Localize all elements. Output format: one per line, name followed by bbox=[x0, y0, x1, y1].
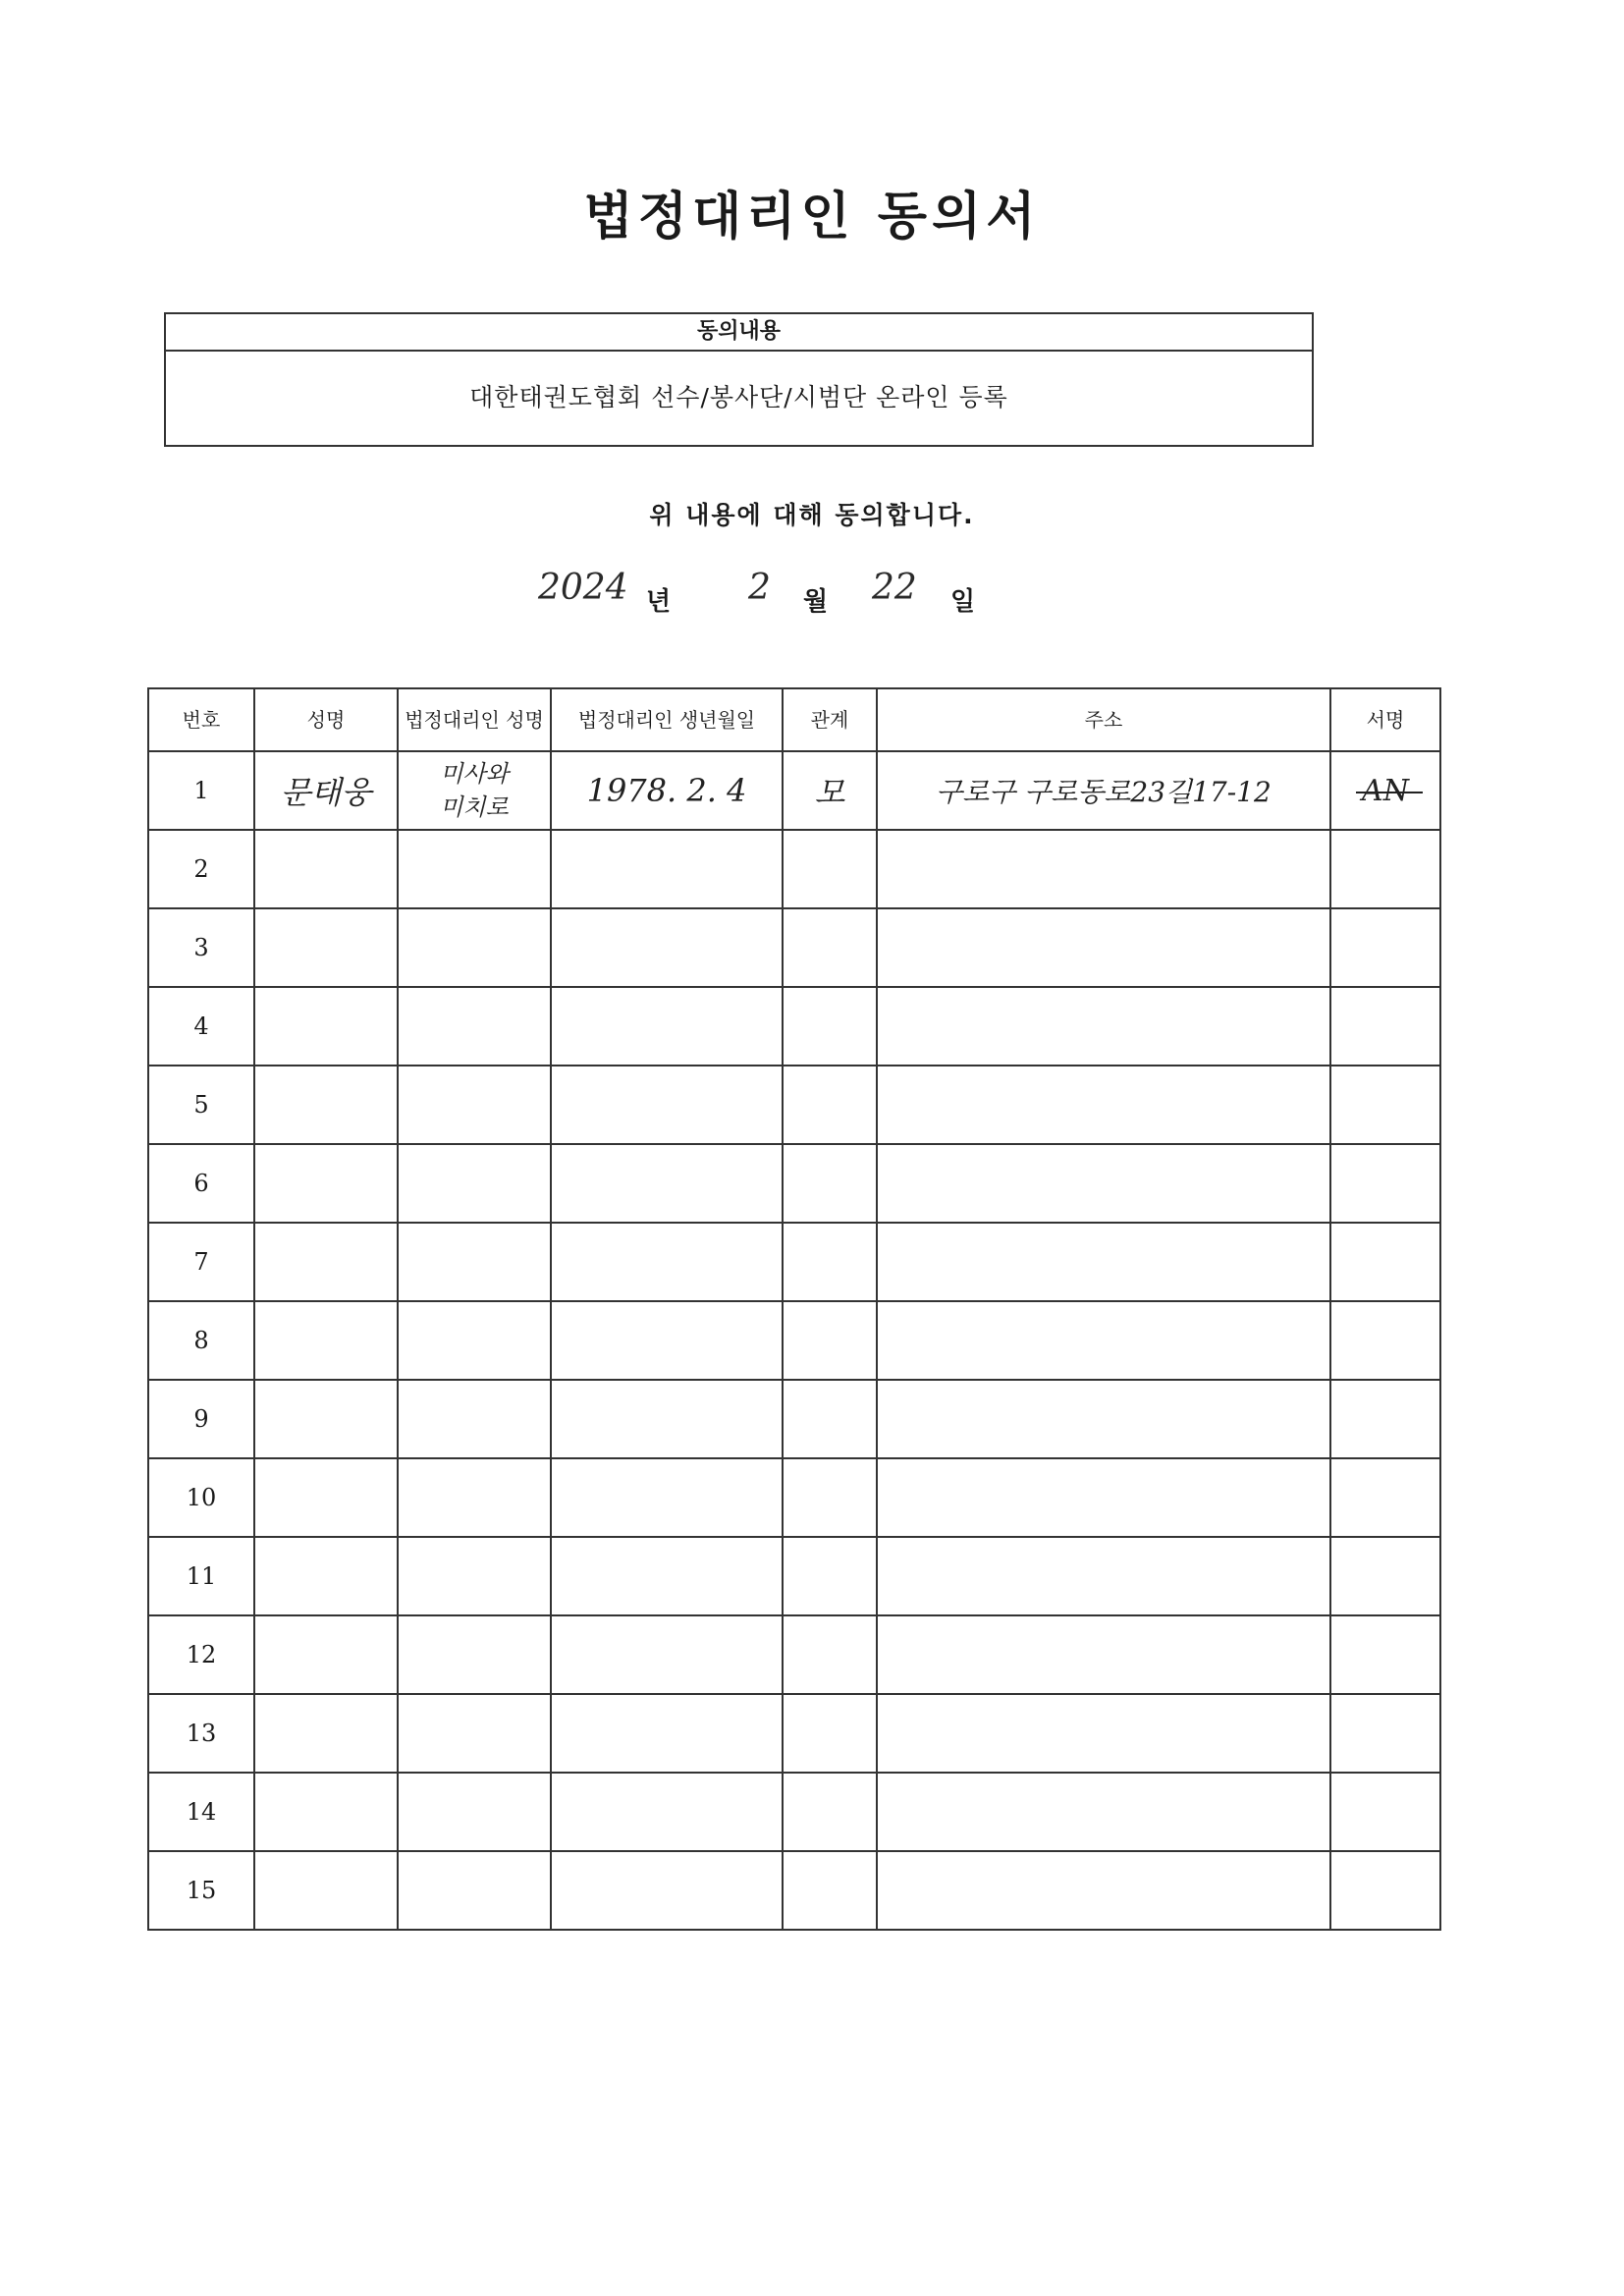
guardian-name-cell bbox=[398, 1694, 551, 1773]
relation-cell bbox=[783, 1694, 877, 1773]
address-cell bbox=[877, 1458, 1330, 1537]
name-cell bbox=[254, 1458, 398, 1537]
signature-cell bbox=[1330, 1694, 1440, 1773]
consent-box bbox=[164, 312, 1314, 447]
signature-cell bbox=[1330, 1380, 1440, 1458]
relation-cell bbox=[783, 1380, 877, 1458]
guardian-birth-cell bbox=[551, 751, 783, 830]
guardian-name-cell bbox=[398, 1773, 551, 1851]
address-cell bbox=[877, 1301, 1330, 1380]
address-cell bbox=[877, 1380, 1330, 1458]
signature-cell bbox=[1330, 1537, 1440, 1615]
row-number: 14 bbox=[148, 1773, 254, 1851]
date-year: 2024 bbox=[538, 568, 628, 608]
signature-cell bbox=[1330, 1773, 1440, 1851]
address-cell bbox=[877, 1694, 1330, 1773]
row-number: 6 bbox=[148, 1144, 254, 1223]
table-row bbox=[148, 1144, 1440, 1223]
name-cell bbox=[254, 830, 398, 908]
guardian-birth-cell bbox=[551, 1066, 783, 1144]
relation-cell bbox=[783, 987, 877, 1066]
guardian-name-cell bbox=[398, 830, 551, 908]
row-number: 9 bbox=[148, 1380, 254, 1458]
name-cell bbox=[254, 1380, 398, 1458]
name-cell bbox=[254, 1223, 398, 1301]
guardian-name-cell bbox=[398, 1144, 551, 1223]
name-cell bbox=[254, 1301, 398, 1380]
relation: 모 bbox=[814, 774, 845, 811]
address-cell bbox=[877, 1144, 1330, 1223]
guardian-birth-cell bbox=[551, 1694, 783, 1773]
guardian-name-cell bbox=[398, 1851, 551, 1930]
row-number: 2 bbox=[148, 830, 254, 908]
guardian-birth-cell bbox=[551, 830, 783, 908]
address-cell bbox=[877, 830, 1330, 908]
guardian-birth-cell bbox=[551, 1615, 783, 1694]
header-signature: 서명 bbox=[1330, 688, 1440, 751]
name-cell bbox=[254, 1773, 398, 1851]
agreement-statement: 위 내용에 대해 동의합니다. bbox=[649, 501, 975, 529]
guardian-birth-cell bbox=[551, 1537, 783, 1615]
guardian-name-cell bbox=[398, 1615, 551, 1694]
address-cell bbox=[877, 1223, 1330, 1301]
relation-cell bbox=[783, 1458, 877, 1537]
relation-cell bbox=[783, 1144, 877, 1223]
guardian-birth-cell bbox=[551, 1773, 783, 1851]
signature-cell bbox=[1330, 751, 1440, 830]
guardian-name-cell bbox=[398, 1458, 551, 1537]
name-cell bbox=[254, 1066, 398, 1144]
guardian-name-cell bbox=[398, 751, 551, 830]
table-row bbox=[148, 987, 1440, 1066]
signature-cell bbox=[1330, 1851, 1440, 1930]
relation-cell bbox=[783, 1301, 877, 1380]
signature-cell bbox=[1330, 1144, 1440, 1223]
address-cell bbox=[877, 1066, 1330, 1144]
roster-table bbox=[147, 687, 1439, 1931]
row-number: 8 bbox=[148, 1301, 254, 1380]
row-number: 3 bbox=[148, 908, 254, 987]
table-row bbox=[148, 751, 1440, 830]
guardian-birth-cell bbox=[551, 987, 783, 1066]
guardian-birth-cell bbox=[551, 1301, 783, 1380]
relation-cell bbox=[783, 830, 877, 908]
header-guardian-birth: 법정대리인 생년월일 bbox=[551, 688, 783, 751]
address-cell bbox=[877, 1773, 1330, 1851]
relation-cell bbox=[783, 1066, 877, 1144]
table-row bbox=[148, 1615, 1440, 1694]
document-title: 법정대리인 동의서 bbox=[583, 188, 1041, 246]
guardian-birthdate: 1978. 2. 4 bbox=[586, 772, 747, 809]
relation-cell bbox=[783, 908, 877, 987]
row-number: 15 bbox=[148, 1851, 254, 1930]
row-number: 1 bbox=[148, 751, 254, 830]
address-cell bbox=[877, 908, 1330, 987]
date-day-unit: 일 bbox=[950, 587, 976, 617]
name-cell bbox=[254, 987, 398, 1066]
signature-cell bbox=[1330, 1223, 1440, 1301]
guardian-name-cell bbox=[398, 1380, 551, 1458]
address-cell bbox=[877, 751, 1330, 830]
name-cell bbox=[254, 1694, 398, 1773]
table-row bbox=[148, 1458, 1440, 1537]
row-number: 12 bbox=[148, 1615, 254, 1694]
table-row bbox=[148, 908, 1440, 987]
consent-header: 동의내용 bbox=[166, 314, 1312, 352]
date-month-unit: 월 bbox=[803, 587, 829, 617]
guardian-name-line-2: 미치로 bbox=[440, 793, 509, 821]
relation-cell bbox=[783, 1537, 877, 1615]
table-header-row bbox=[148, 688, 1440, 751]
row-number: 10 bbox=[148, 1458, 254, 1537]
guardian-birth-cell bbox=[551, 1458, 783, 1537]
date-day: 22 bbox=[872, 568, 917, 608]
guardian-birth-cell bbox=[551, 1223, 783, 1301]
name-cell bbox=[254, 1537, 398, 1615]
row-number: 4 bbox=[148, 987, 254, 1066]
relation-cell bbox=[783, 1223, 877, 1301]
address-cell bbox=[877, 1615, 1330, 1694]
signature-cell bbox=[1330, 1066, 1440, 1144]
header-relation: 관계 bbox=[783, 688, 877, 751]
date-month: 2 bbox=[748, 568, 771, 608]
guardian-birth-cell bbox=[551, 908, 783, 987]
relation-cell bbox=[783, 1773, 877, 1851]
table-row bbox=[148, 1537, 1440, 1615]
signature-mark: AN bbox=[1362, 773, 1409, 808]
guardian-name-line-1: 미사와 bbox=[440, 760, 509, 788]
guardian-name-cell bbox=[398, 987, 551, 1066]
signature-cell bbox=[1330, 987, 1440, 1066]
student-name: 문태웅 bbox=[280, 774, 372, 811]
table-row bbox=[148, 1223, 1440, 1301]
table-row bbox=[148, 830, 1440, 908]
guardian-name-cell bbox=[398, 908, 551, 987]
header-address: 주소 bbox=[877, 688, 1330, 751]
header-guardian-name: 법정대리인 성명 bbox=[398, 688, 551, 751]
table-row bbox=[148, 1851, 1440, 1930]
table-row bbox=[148, 1301, 1440, 1380]
name-cell bbox=[254, 1144, 398, 1223]
guardian-name-cell bbox=[398, 1066, 551, 1144]
name-cell bbox=[254, 908, 398, 987]
consent-body: 대한태권도협회 선수/봉사단/시범단 온라인 등록 bbox=[469, 383, 1008, 411]
signature-cell bbox=[1330, 1301, 1440, 1380]
row-number: 11 bbox=[148, 1537, 254, 1615]
guardian-name-cell bbox=[398, 1223, 551, 1301]
address-cell bbox=[877, 1851, 1330, 1930]
guardian-birth-cell bbox=[551, 1380, 783, 1458]
guardian-birth-cell bbox=[551, 1851, 783, 1930]
signature-cell bbox=[1330, 830, 1440, 908]
table-row bbox=[148, 1773, 1440, 1851]
row-number: 5 bbox=[148, 1066, 254, 1144]
table-row bbox=[148, 1694, 1440, 1773]
address-cell bbox=[877, 987, 1330, 1066]
row-number: 13 bbox=[148, 1694, 254, 1773]
table-row bbox=[148, 1380, 1440, 1458]
row-number: 7 bbox=[148, 1223, 254, 1301]
address: 구로구 구로동로23길17-12 bbox=[936, 776, 1272, 808]
relation-cell bbox=[783, 1615, 877, 1694]
guardian-birth-cell bbox=[551, 1144, 783, 1223]
name-cell bbox=[254, 751, 398, 830]
header-name: 성명 bbox=[254, 688, 398, 751]
guardian-name-cell bbox=[398, 1537, 551, 1615]
name-cell bbox=[254, 1851, 398, 1930]
relation-cell bbox=[783, 751, 877, 830]
date-year-unit: 년 bbox=[646, 587, 672, 617]
signature-cell bbox=[1330, 1615, 1440, 1694]
relation-cell bbox=[783, 1851, 877, 1930]
address-cell bbox=[877, 1537, 1330, 1615]
signature-cell bbox=[1330, 908, 1440, 987]
signature-cell bbox=[1330, 1458, 1440, 1537]
header-no: 번호 bbox=[148, 688, 254, 751]
guardian-name-cell bbox=[398, 1301, 551, 1380]
name-cell bbox=[254, 1615, 398, 1694]
table-row bbox=[148, 1066, 1440, 1144]
